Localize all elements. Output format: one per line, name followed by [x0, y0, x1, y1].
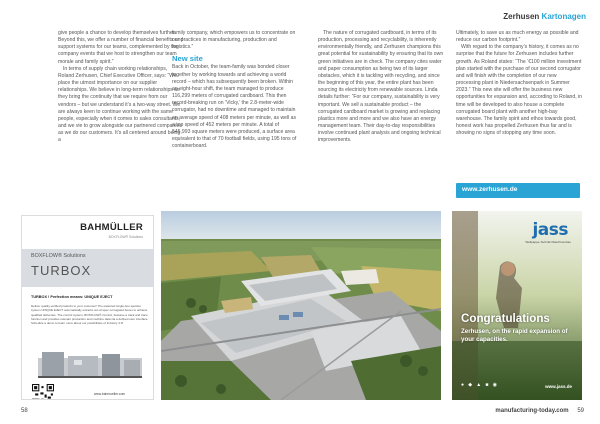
advert-heading: TURBOX ! Perfection means: UNIQUE EJECT: [31, 295, 113, 299]
footer-site: manufacturing-today.com: [495, 408, 569, 414]
machine-illustration: [36, 348, 144, 380]
partner-logos: ● ◆ ▲ ■ ◉: [461, 382, 499, 388]
aerial-factory-photo: [161, 211, 441, 400]
bahmuller-website: www.bahmueller.com: [94, 392, 126, 396]
section-header: [503, 12, 586, 21]
jass-logo: jass: [532, 220, 568, 240]
bahmuller-logo: BAHMÜLLER: [80, 222, 143, 233]
jass-advert[interactable]: [452, 211, 582, 400]
advert-series: BOXFLOW® Solutions: [31, 253, 86, 259]
advert-product-name: TURBOX: [31, 263, 92, 278]
jass-website: www.jass.de: [545, 384, 572, 389]
article-column-2: [172, 30, 298, 150]
header-section: Kartonagen: [541, 12, 586, 21]
article-paragraph: The nature of corrugated cardboard, in terms of its production, processing and recyclability, is inherently environmentally friendly, and Zerhusen champions this great potential for sustainability by ensuring that its own green initiatives are in check. The company cites water and paper consumption as being two of its larger obstacles, which it is tackling with recycling, and since the beginning of this year, the entire plant has been sourcing its electricity from renewable sources. Linda details further: “For our company, sustainability is very important. We sell a sustainable product – the corrugated cardboard market is growing and replacing plastics more and more and we also have an energy management team. Their day-to-day responsibilities involve continued plant analysis and ongoing technical improvements.: [318, 30, 444, 144]
advert-subline: Zerhusen, on the rapid expansion of your capacities.: [461, 328, 568, 343]
advert-headline: Congratulations: [461, 312, 550, 325]
footer-right: [495, 408, 584, 414]
article-column-1: [58, 30, 184, 145]
article-column-3: [318, 30, 444, 145]
bahmuller-advert[interactable]: [21, 215, 154, 400]
qr-code: [32, 384, 54, 400]
article-paragraph: In terms of supply chain working relationships, Roland Zerhusen, Chief Executive Officer, says: “We place the utmost importance on our supplier relationships. We believe in long-term relationships as they bring the continuity that we require from our vendors – but we understand it’s a two-way street. We are always keen to continue working with the same people, especially when it comes to sales consultants, and we vie to grow alongside our partnered companies as we do our customers. It’s all centered around being a: [58, 65, 182, 144]
subheading-new-site: New site: [172, 54, 203, 64]
article-paragraph: give people a chance to develop themselves further. Beyond this, we offer a number of financial benefits and support systems for our teams, complemented by the company events that we host to strengthen our team morale and family spirit.”: [58, 30, 184, 65]
jass-tagline: Wellpappe-Technik Maschinenbau: [525, 240, 571, 244]
bahmuller-logo-subtitle: BOXFLOW® Solutions: [108, 235, 143, 239]
header-brand: Zerhusen: [503, 12, 540, 21]
page-number-right: 59: [577, 408, 584, 414]
article-column-4: [456, 30, 582, 137]
article-paragraph: Back in October, the team-family was bonded closer together by working towards and achieving a world record – which has subsequently been broken. Within an eight-hour shift, the team managed to produce 116,299 meters of corrugated cardboard. This then record-breaking run on ‘Vicky,’ the 2.8-meter-wide corrugator, had no downtime and managed to maintain an average speed of 408 meters per minute, as well as a top speed of 452 meters per minute. A total of 545,993 square meters were produced, a surface area equivalent to that of 70 football fields, using 195 tons of containerboard.: [172, 64, 297, 150]
page-number-left: 58: [21, 408, 28, 414]
article-paragraph: With regard to the company’s history, it comes as no surprise that the future for Zerhusen includes further growth. As Roland states: “The ‘€100 million investment plan started with the purchase of our second corrugator and will finish with the completion of our new processing plant in Niedersachsenpark in Summer 2023.” This new site will offer the business new opportunities for expansion and, according to Roland, in time will be developed to also house a complete corrugated board plant with another high-bay warehouse. The family spirit and ethos towards good, honest work has propelled Zerhusen thus far and is showing no signs of stopping any time soon.: [456, 44, 582, 137]
article-paragraph: Ultimately, to save us as much energy as possible and reduce our carbon footprint.”: [456, 30, 579, 44]
article-paragraph: family company, which empowers us to concentrate on our practices in manufacturing, production and logistics.”: [172, 30, 296, 51]
advert-copy: Deliver quality-verified products to your customer! The patented single-box ejection system UNIQUE EJECT automatically extracts out-of-spec corrugated boxes to achieve qualified deliveries. The control system, BOXFLOW® Control, features a track and trace function and provides relevant production and machine data via a defined user interface. Schedule a demo to learn more about our possibilities of Industry 4.0!: [31, 304, 149, 326]
company-website-link[interactable]: www.zerhusen.de: [456, 183, 580, 198]
